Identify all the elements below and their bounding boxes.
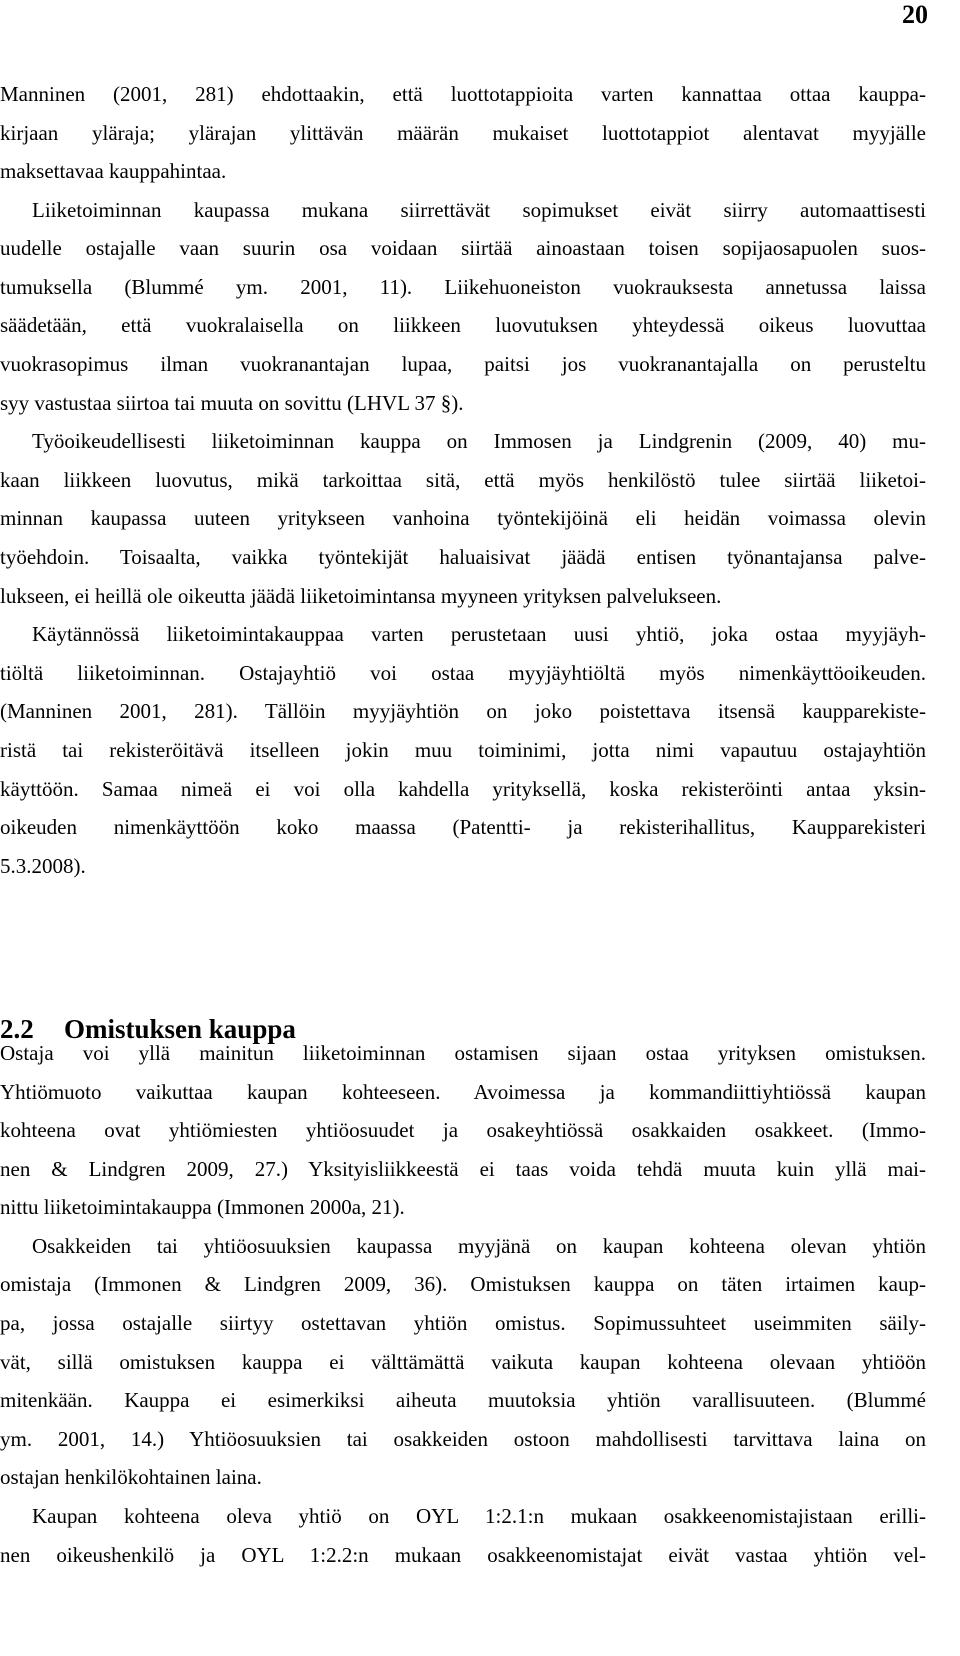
text-line: ristä tai rekisteröitävä itselleen jokin muu toiminimi, jotta nimi vapautuu ostajayhtiön (0, 738, 926, 762)
text-line: pa, jossa ostajalle siirtyy ostettavan yhtiön omistus. Sopimussuhteet useimmiten säily- (0, 1311, 926, 1335)
text-line: kirjaan yläraja; ylärajan ylittävän määrän mukaiset luottotappiot alentavat myyjälle (0, 121, 926, 145)
text-line: Liiketoiminnan kaupassa mukana siirrettävät sopimukset eivät siirry automaattisesti (32, 198, 926, 222)
text-line: (Manninen 2001, 281). Tällöin myyjäyhtiön on joko poistettava itsensä kaupparekiste- (0, 699, 926, 723)
text-line: kohteena ovat yhtiömiesten yhtiöosuudet ja osakeyhtiössä osakkaiden osakkeet. (Immo- (0, 1118, 926, 1142)
section-heading (0, 1012, 296, 1046)
text-line: omistaja (Immonen & Lindgren 2009, 36). Omistuksen kauppa on täten irtaimen kaup- (0, 1272, 926, 1296)
section-title: Omistuksen kauppa (64, 1014, 296, 1044)
text-line: Yhtiömuoto vaikuttaa kaupan kohteeseen. Avoimessa ja kommandiittiyhtiössä kaupan (0, 1080, 926, 1104)
text-line: Manninen (2001, 281) ehdottaakin, että luottotappioita varten kannattaa ottaa kauppa- (0, 82, 926, 106)
text-line: Osakkeiden tai yhtiöosuuksien kaupassa myyjänä on kaupan kohteena olevan yhtiön (32, 1234, 926, 1258)
text-line: työehdoin. Toisaalta, vaikka työntekijät haluaisivat jäädä entisen työnantajansa palve- (0, 545, 926, 569)
text-line: maksettavaa kauppahintaa. (0, 159, 227, 183)
text-line: ym. 2001, 14.) Yhtiöosuuksien tai osakkeiden ostoon mahdollisesti tarvittava laina on (0, 1427, 926, 1451)
text-line: kaan liikkeen luovutus, mikä tarkoittaa sitä, että myös henkilöstö tulee siirtää liiketoi- (0, 468, 926, 492)
text-line: nen oikeushenkilö ja OYL 1:2.2:n mukaan osakkeenomistajat eivät vastaa yhtiön vel- (0, 1543, 926, 1567)
text-line: 5.3.2008). (0, 854, 86, 878)
text-line: Työoikeudellisesti liiketoiminnan kauppa on Immosen ja Lindgrenin (2009, 40) mu- (32, 429, 926, 453)
text-line: käyttöön. Samaa nimeä ei voi olla kahdella yrityksellä, koska rekisteröinti antaa yksin- (0, 777, 926, 801)
text-line: Käytännössä liiketoimintakauppaa varten perustetaan uusi yhtiö, joka ostaa myyjäyh- (32, 622, 926, 646)
text-line: nen & Lindgren 2009, 27.) Yksityisliikkeestä ei taas voida tehdä muuta kuin yllä mai- (0, 1157, 926, 1181)
section-number: 2.2 (0, 1014, 34, 1044)
text-line: vät, sillä omistuksen kauppa ei välttämättä vaikuta kaupan kohteena olevaan yhtiöön (0, 1350, 926, 1374)
text-line: lukseen, ei heillä ole oikeutta jäädä liiketoimintansa myyneen yrityksen palvelukseen. (0, 584, 722, 608)
text-line: ostajan henkilökohtainen laina. (0, 1465, 262, 1489)
text-line: Kaupan kohteena oleva yhtiö on OYL 1:2.1:n mukaan osakkeenomistajistaan erilli- (32, 1504, 926, 1528)
text-line: vuokrasopimus ilman vuokranantajan lupaa, paitsi jos vuokranantajalla on perusteltu (0, 352, 926, 376)
text-line: tumuksella (Blummé ym. 2001, 11). Liikehuoneiston vuokrauksesta annetussa laissa (0, 275, 926, 299)
text-line: oikeuden nimenkäyttöön koko maassa (Patentti- ja rekisterihallitus, Kaupparekisteri (0, 815, 926, 839)
text-line: nittu liiketoimintakauppa (Immonen 2000a, 21). (0, 1195, 405, 1219)
text-line: syy vastustaa siirtoa tai muuta on sovittu (LHVL 37 §). (0, 391, 464, 415)
text-line: mitenkään. Kauppa ei esimerkiksi aiheuta muutoksia yhtiön varallisuuteen. (Blummé (0, 1388, 926, 1412)
text-line: minnan kaupassa uuteen yritykseen vanhoina työntekijöinä eli heidän voimassa olevin (0, 506, 926, 530)
page-number: 20 (902, 0, 928, 29)
text-line: Ostaja voi yllä mainitun liiketoiminnan ostamisen sijaan ostaa yrityksen omistuksen. (0, 1041, 926, 1065)
text-line: tiöltä liiketoiminnan. Ostajayhtiö voi ostaa myyjäyhtiöltä myös nimenkäyttöoikeuden. (0, 661, 926, 685)
text-line: uudelle ostajalle vaan suurin osa voidaan siirtää ainoastaan toisen sopijaosapuolen suos- (0, 236, 926, 260)
text-line: säädetään, että vuokralaisella on liikkeen luovutuksen yhteydessä oikeus luovuttaa (0, 313, 926, 337)
